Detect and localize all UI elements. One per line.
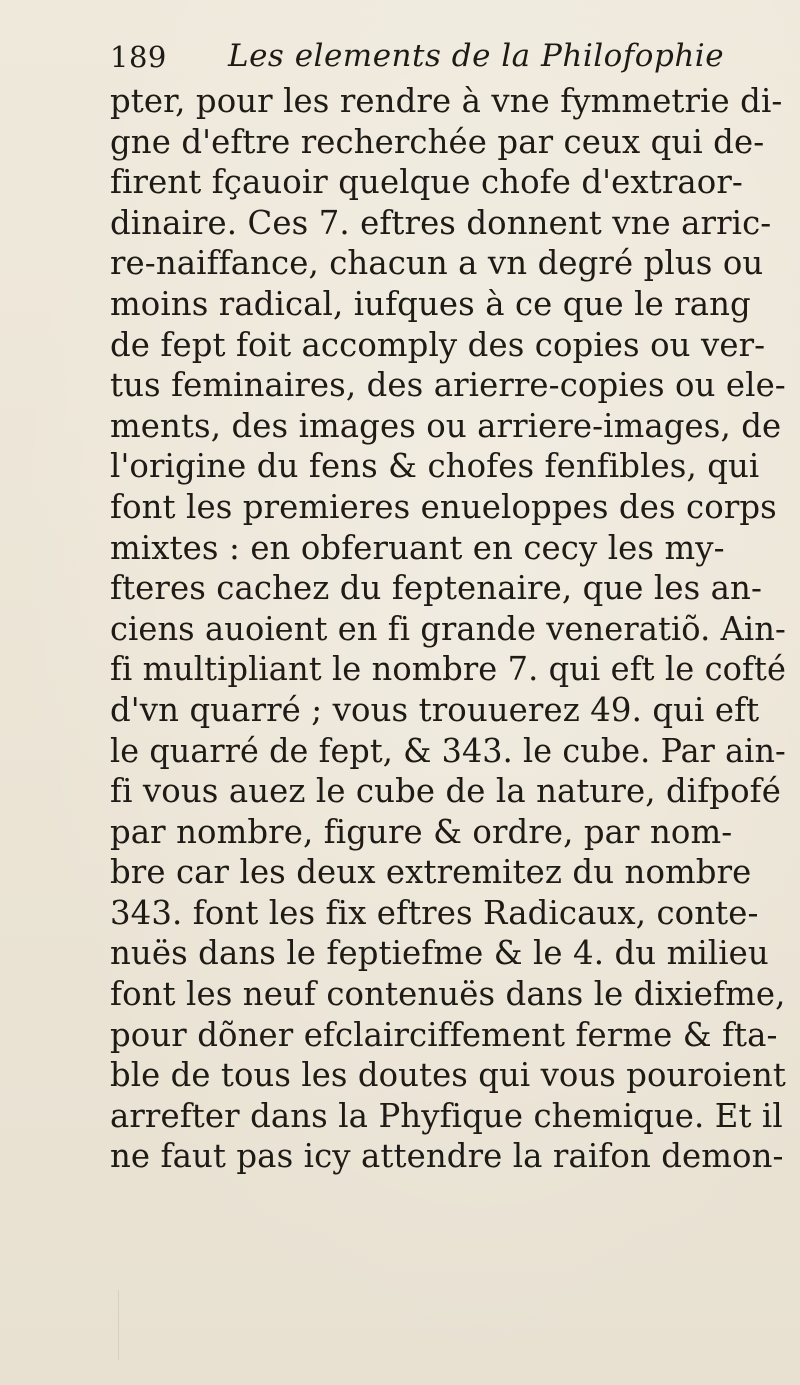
text-line: dinaire. Ces 7. eftres donnent vne arric- bbox=[110, 202, 772, 242]
text-line: moins radical, iufques à ce que le rang bbox=[110, 283, 751, 323]
text-line: fi multipliant le nombre 7. qui eft le cofté bbox=[110, 649, 787, 689]
text-line: d'vn quarré ; vous trouuerez 49. qui eft bbox=[110, 689, 760, 729]
text-line: pour dõner efclairciffement ferme & fta- bbox=[110, 1014, 778, 1054]
text-line: fi vous auez le cube de la nature, difpofé bbox=[110, 771, 781, 811]
text-line: re-naiffance, chacun a vn degré plus ou bbox=[110, 243, 764, 283]
text-line: ble de tous les doutes qui vous pouroient bbox=[110, 1055, 786, 1095]
text-line: pter, pour les rendre à vne fymmetrie di- bbox=[110, 81, 783, 120]
text-line: par nombre, figure & ordre, par nom- bbox=[110, 811, 733, 851]
text-line: tus feminaires, des arierre-copies ou ele- bbox=[110, 365, 786, 405]
text-line: firent fçauoir quelque chofe d'extraor- bbox=[110, 162, 743, 202]
running-title: Les elements de la Philofophie bbox=[228, 38, 725, 74]
page-header bbox=[110, 38, 750, 86]
text-line: le quarré de fept, & 343. le cube. Par ain- bbox=[110, 730, 786, 770]
text-line: ments, des images ou arriere-images, de bbox=[110, 405, 782, 445]
text-line: font les premieres enueloppes des corps bbox=[110, 486, 777, 526]
body-text bbox=[110, 81, 800, 1177]
text-line: font les neuf contenuës dans le dixiefme, bbox=[110, 974, 786, 1014]
page-number: 189 bbox=[110, 40, 167, 74]
text-line: arrefter dans la Phyfique chemique. Et il bbox=[110, 1095, 783, 1135]
text-line: gne d'eftre recherchée par ceux qui de- bbox=[110, 121, 765, 161]
text-line: ciens auoient en fi grande veneratiõ. Ain- bbox=[110, 608, 786, 648]
text-line: de fept foit accomply des copies ou ver- bbox=[110, 324, 766, 364]
text-line: mixtes : en obferuant en cecy les my- bbox=[110, 527, 725, 567]
text-line: fteres cachez du feptenaire, que les an- bbox=[110, 568, 763, 608]
paper-crease bbox=[118, 1290, 119, 1360]
text-line: bre car les deux extremitez du nombre bbox=[110, 852, 752, 892]
text-line: ne faut pas icy attendre la raifon demon- bbox=[110, 1136, 784, 1176]
text-line: nuës dans le feptiefme & le 4. du milieu bbox=[110, 933, 769, 973]
text-line: 343. font les fix eftres Radicaux, conte- bbox=[110, 892, 759, 932]
text-line: l'origine du fens & chofes fenfibles, qui bbox=[110, 446, 760, 486]
